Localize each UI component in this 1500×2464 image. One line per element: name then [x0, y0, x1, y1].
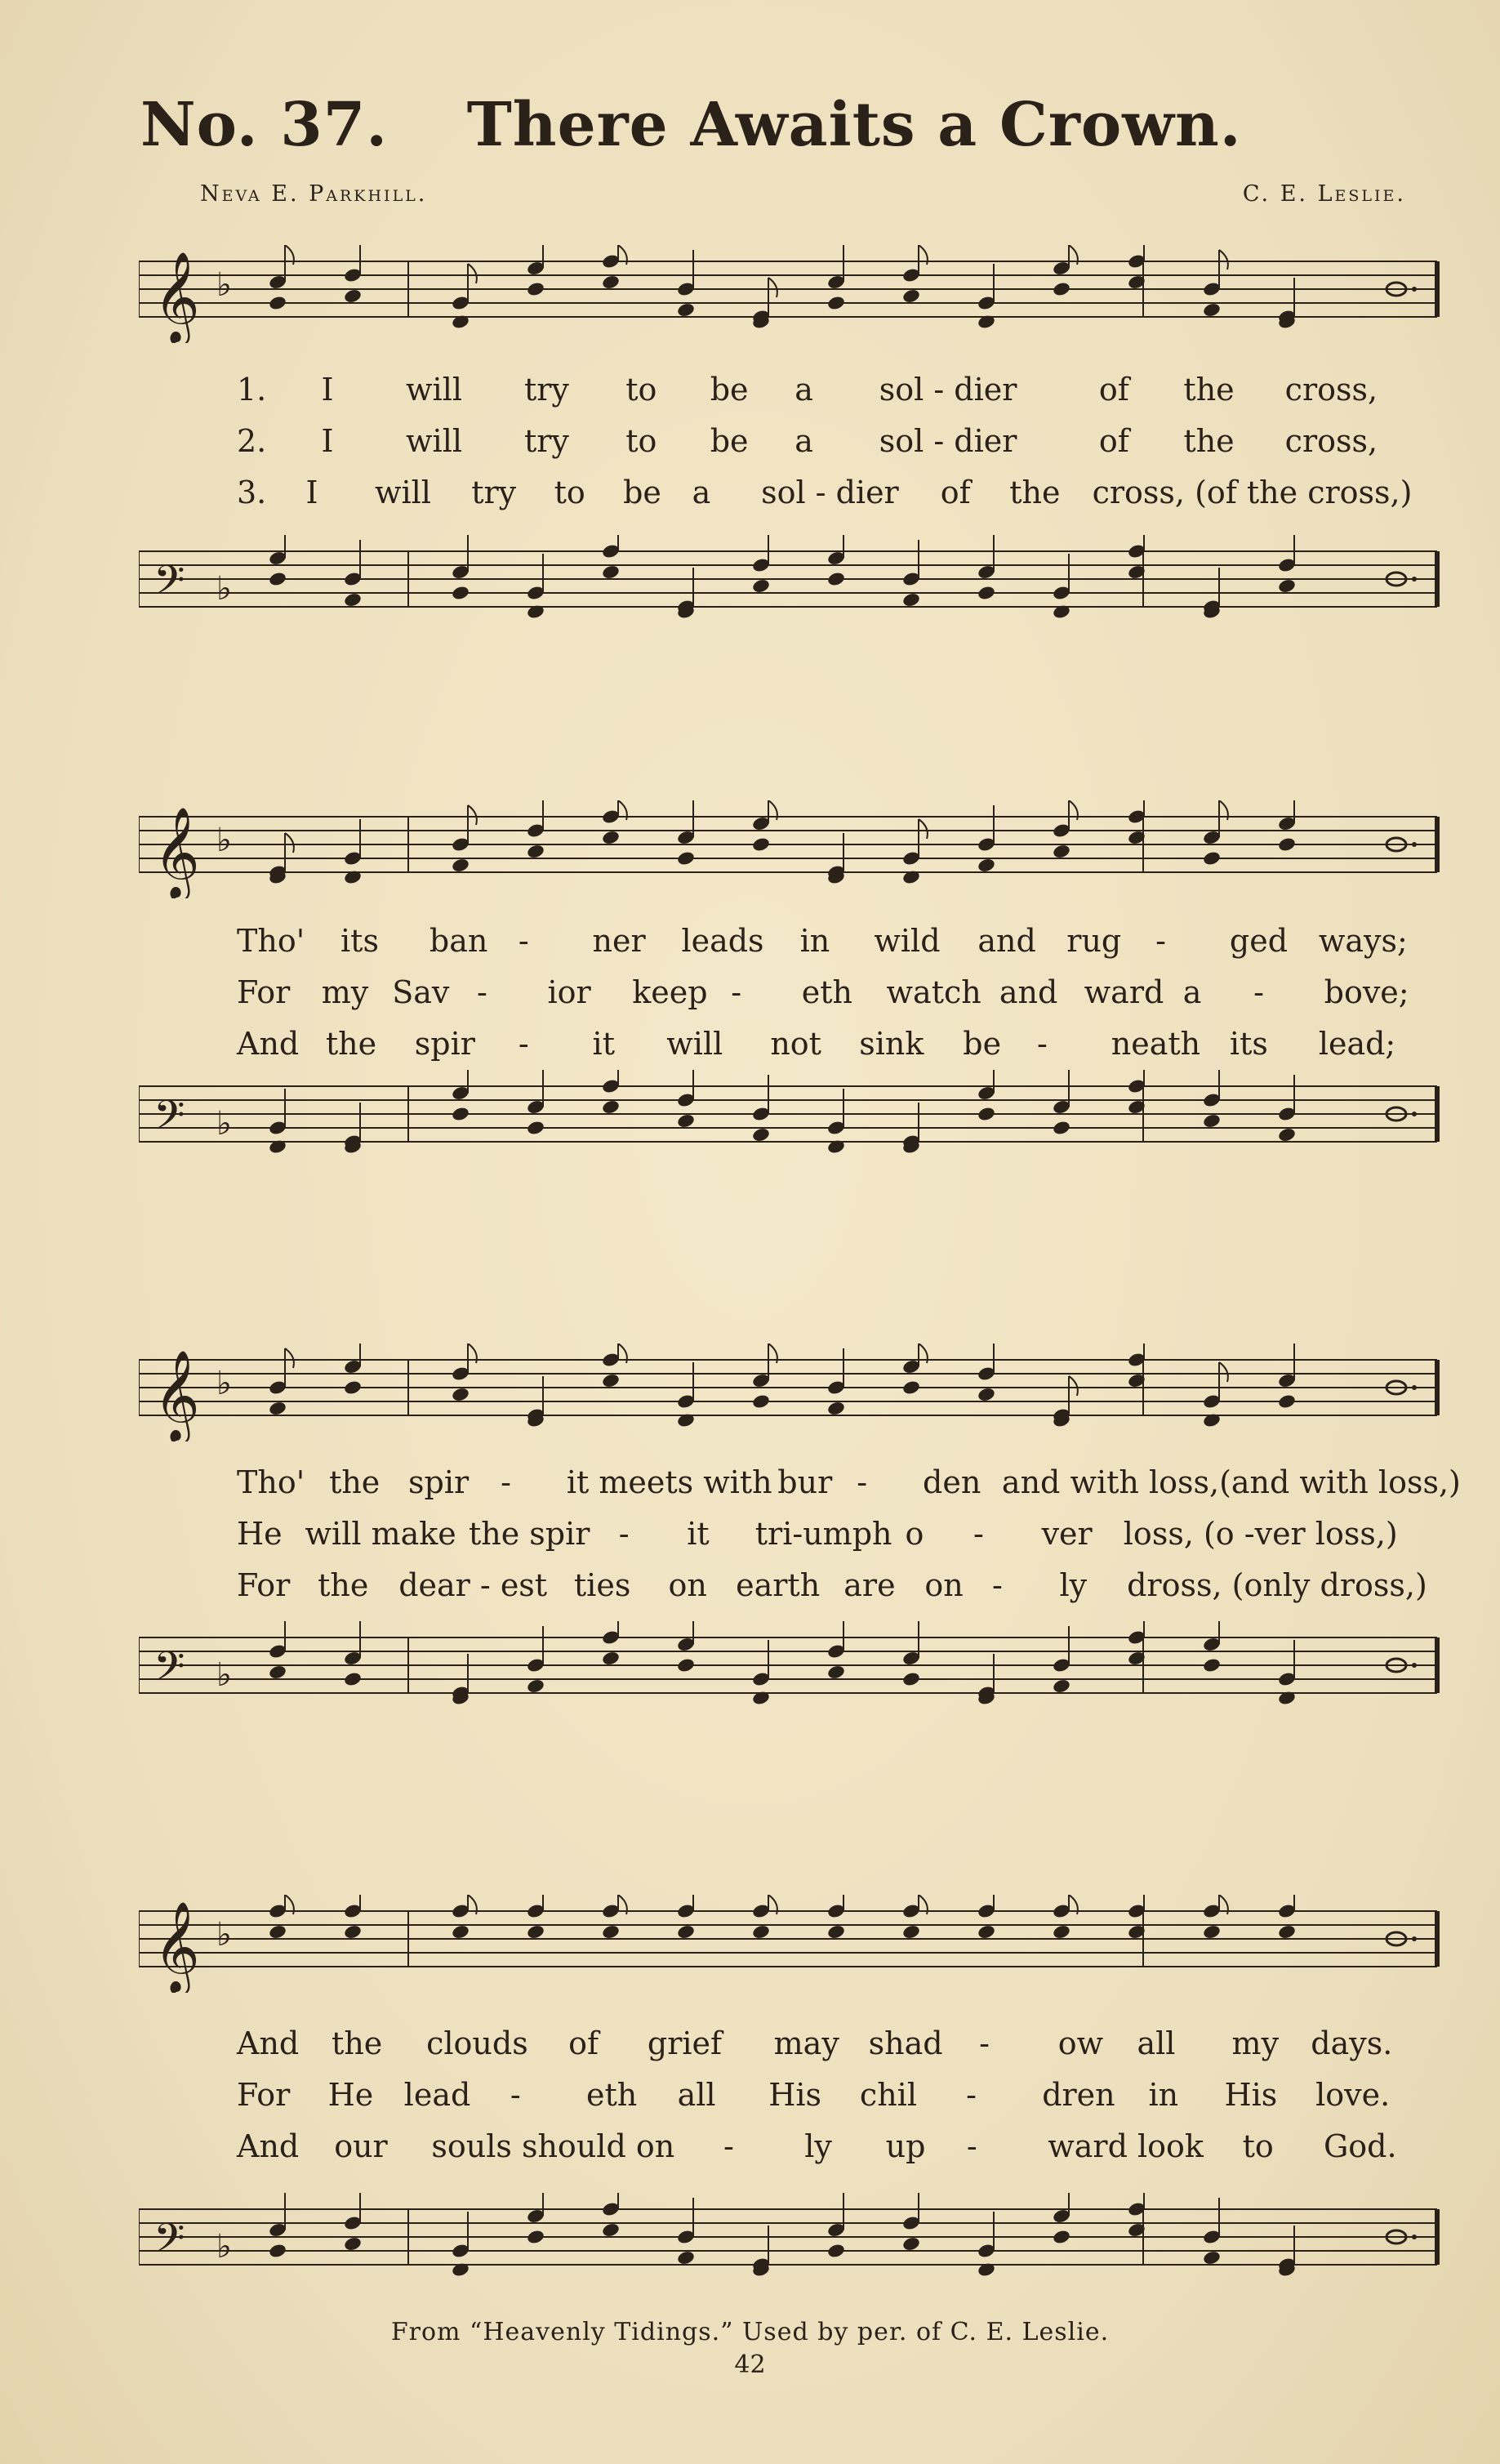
lyric-syllable: bove; — [1324, 974, 1409, 1010]
note-head — [343, 2236, 363, 2252]
flat-sign-icon: ♭ — [216, 822, 232, 859]
lyric-line — [139, 1464, 1461, 1505]
lyric-syllable: Tho' — [237, 923, 305, 959]
lyric-syllable: sol - dier — [879, 372, 1017, 408]
lyric-syllable: - — [723, 2128, 734, 2164]
lyric-syllable: and — [999, 974, 1058, 1010]
note-head — [751, 578, 771, 595]
lyric-line — [139, 2025, 1453, 2066]
note-head — [526, 1678, 545, 1695]
lyric-syllable: - — [979, 2025, 990, 2061]
lyric-syllable: will — [374, 475, 431, 510]
note-flag — [768, 278, 777, 297]
lyric-syllable: ner — [592, 923, 646, 959]
lyric-syllable: on — [668, 1567, 707, 1603]
music-system-1 — [139, 229, 1453, 670]
source-credit: From “Heavenly Tidings.” Used by per. of C. E. Leslie. — [390, 2318, 1110, 2346]
note-head — [1052, 2229, 1071, 2245]
lyric-syllable: the — [325, 1026, 377, 1062]
lyric-syllable: try — [523, 423, 569, 459]
note-head — [526, 1924, 545, 1940]
note-head — [451, 1387, 470, 1403]
note-head — [751, 1924, 771, 1940]
lyric-syllable: Sav — [392, 974, 450, 1010]
lyric-syllable: neath — [1111, 1026, 1201, 1062]
note-head — [751, 1127, 771, 1143]
note-head — [826, 1924, 846, 1940]
lyric-syllable: souls should on — [431, 2128, 675, 2164]
bass-clef-icon: 𝄢 — [154, 1092, 185, 1149]
bass-clef-icon: 𝄢 — [154, 557, 185, 614]
hymn-title: There Awaits a Crown. — [466, 90, 1242, 160]
note-head — [676, 850, 696, 867]
note-head — [526, 844, 545, 860]
flat-sign-icon: ♭ — [216, 1656, 232, 1694]
lyric-syllable: all — [1137, 2025, 1176, 2061]
note-head — [1277, 1127, 1297, 1143]
lyric-syllable: to — [625, 372, 657, 408]
dot — [1412, 1385, 1417, 1390]
note-head — [826, 571, 846, 587]
note-head — [601, 1924, 621, 1940]
hymn-number: No. 37. — [140, 90, 388, 160]
lyric-syllable: den — [923, 1464, 981, 1500]
lyric-line — [139, 1567, 1453, 1608]
lyric-line — [139, 2077, 1453, 2118]
treble-staff — [139, 245, 1453, 343]
note-head — [343, 288, 363, 305]
bass-staff — [139, 535, 1453, 633]
note-flag — [1219, 250, 1228, 270]
lyric-syllable: His — [768, 2077, 822, 2113]
lyric-syllable: ior — [547, 974, 591, 1010]
lyric-syllable: a — [1182, 974, 1202, 1010]
lyric-syllable: keep — [632, 974, 708, 1010]
lyric-syllable: to — [625, 423, 657, 459]
note-head — [826, 1664, 846, 1681]
lyric-syllable: ly — [804, 2128, 832, 2164]
lyric-syllable: - — [477, 974, 487, 1010]
dot — [1412, 1112, 1417, 1116]
flat-sign-icon: ♭ — [216, 1916, 232, 1954]
lyric-syllable: ward look — [1048, 2128, 1204, 2164]
note-head — [676, 302, 696, 319]
note-head — [268, 1924, 287, 1940]
lyric-syllable: will — [406, 372, 463, 408]
lyric-line — [139, 1516, 1453, 1557]
lyric-syllable: be — [710, 423, 749, 459]
lyric-syllable: For — [237, 1567, 291, 1603]
note-head — [977, 1387, 996, 1403]
note-head — [1277, 578, 1297, 595]
note-head — [826, 295, 846, 311]
lyric-syllable: our — [334, 2128, 388, 2164]
note-head — [1052, 844, 1071, 860]
lyric-syllable: to — [1242, 2128, 1274, 2164]
lyric-syllable: leads — [681, 923, 764, 959]
lyric-syllable: try — [523, 372, 569, 408]
lyric-syllable: dear - est — [398, 1567, 548, 1603]
lyric-syllable: all — [677, 2077, 716, 2113]
lyric-syllable: ly — [1059, 1567, 1088, 1603]
note-head — [268, 2243, 287, 2259]
lyric-syllable: will — [406, 423, 463, 459]
note-head — [826, 2243, 846, 2259]
dot — [1412, 577, 1417, 581]
note-head — [268, 1664, 287, 1681]
note-flag — [919, 819, 928, 839]
lyric-syllable: cross, — [1284, 372, 1378, 408]
composer-credit: C. E. Leslie. — [1242, 181, 1406, 207]
lyric-syllable: He — [327, 2077, 374, 2113]
lyric-syllable: cross, (of the cross,) — [1092, 475, 1413, 510]
lyric-syllable: I — [321, 423, 334, 459]
bass-staff — [139, 1070, 1453, 1168]
note-head — [1277, 1393, 1297, 1410]
note-head — [451, 858, 470, 874]
note-head — [751, 1393, 771, 1410]
note-head — [826, 1401, 846, 1417]
note-head — [1202, 1113, 1222, 1130]
lyric-syllable: God. — [1323, 2128, 1397, 2164]
lyric-syllable: - — [973, 1516, 984, 1552]
lyric-syllable: ward — [1084, 974, 1164, 1010]
lyric-syllable: cross, — [1284, 423, 1378, 459]
lyric-syllable: not — [770, 1026, 821, 1062]
lyric-syllable: - — [510, 2077, 521, 2113]
lyric-syllable: days. — [1311, 2025, 1393, 2061]
lyric-syllable: the — [1009, 475, 1061, 510]
note-head — [451, 1924, 470, 1940]
note-head — [901, 1924, 921, 1940]
lyric-syllable: - — [618, 1516, 630, 1552]
lyric-syllable: are — [843, 1567, 896, 1603]
note-head — [977, 1924, 996, 1940]
note-head — [343, 1924, 363, 1940]
lyric-syllable: loss, (o -ver loss,) — [1123, 1516, 1398, 1552]
lyric-syllable: the — [1183, 372, 1235, 408]
dot — [1412, 1936, 1417, 1941]
note-head — [1202, 1924, 1222, 1940]
treble-staff — [139, 800, 1453, 898]
lyric-syllable: ver — [1041, 1516, 1093, 1552]
lyric-syllable: ow — [1057, 2025, 1104, 2061]
lyric-syllable: grief — [647, 2025, 723, 2061]
note-head — [451, 585, 470, 601]
lyric-syllable: the — [318, 1567, 369, 1603]
flat-sign-icon: ♭ — [216, 570, 232, 608]
note-head — [676, 1924, 696, 1940]
lyric-syllable: - — [501, 1464, 511, 1500]
lyric-syllable: and — [977, 923, 1036, 959]
lyric-syllable: - — [1037, 1026, 1048, 1062]
lyric-syllable: I — [321, 372, 334, 408]
lyric-syllable: sol - dier — [761, 475, 899, 510]
lyric-syllable: spir — [408, 1464, 470, 1500]
lyric-syllable: of — [568, 2025, 599, 2061]
lyric-syllable: rug — [1066, 923, 1122, 959]
note-head — [901, 1379, 921, 1396]
flat-sign-icon: ♭ — [216, 2228, 232, 2266]
note-head — [1052, 1924, 1071, 1940]
lyric-syllable: will make — [305, 1516, 456, 1552]
flat-sign-icon: ♭ — [216, 266, 232, 304]
lyric-syllable: in — [1148, 2077, 1179, 2113]
lyric-syllable: chil — [859, 2077, 917, 2113]
lyric-syllable: - — [1253, 974, 1265, 1010]
music-system-4 — [139, 1878, 1453, 2303]
music-system-2 — [139, 784, 1453, 1209]
lyric-syllable: 1. — [237, 372, 267, 408]
lyric-syllable: a — [795, 423, 813, 459]
lyric-syllable: will — [666, 1026, 723, 1062]
note-head — [676, 1657, 696, 1673]
lyric-line — [139, 372, 1453, 412]
note-head — [751, 836, 771, 853]
note-flag — [468, 805, 477, 825]
note-head — [268, 1401, 287, 1417]
note-head — [451, 1106, 470, 1122]
lyric-syllable: be — [963, 1026, 1002, 1062]
treble-clef-icon: 𝄞 — [154, 1900, 200, 1992]
lyric-syllable: the — [1183, 423, 1235, 459]
note-head — [601, 830, 621, 846]
lyric-syllable: ties — [573, 1567, 631, 1603]
bass-clef-icon: 𝄢 — [154, 1643, 185, 1700]
note-head — [1277, 1924, 1297, 1940]
lyric-syllable: up — [885, 2128, 926, 2164]
lyric-syllable: lead; — [1318, 1026, 1396, 1062]
lyric-syllable: And — [237, 2128, 300, 2164]
treble-clef-icon: 𝄞 — [154, 251, 200, 342]
dot — [1412, 1663, 1417, 1668]
note-head — [601, 274, 621, 291]
treble-staff — [139, 1343, 1453, 1441]
lyric-syllable: Tho' — [237, 1464, 305, 1500]
lyric-syllable: it — [687, 1516, 710, 1552]
lyric-syllable: be — [710, 372, 749, 408]
lyric-line — [139, 1026, 1453, 1067]
note-head — [901, 1671, 921, 1687]
note-head — [343, 592, 363, 608]
lyric-syllable: dren — [1042, 2077, 1115, 2113]
note-flag — [285, 1348, 294, 1368]
lyric-syllable: 2. — [237, 423, 267, 459]
flat-sign-icon: ♭ — [216, 1365, 232, 1402]
lyric-syllable: it — [592, 1026, 615, 1062]
lyric-syllable: my — [321, 974, 369, 1010]
lyric-syllable: And — [237, 2025, 300, 2061]
note-flag — [468, 264, 477, 283]
lyric-syllable: I — [305, 475, 318, 510]
lyric-syllable: in — [799, 923, 830, 959]
lyric-syllable: on — [924, 1567, 964, 1603]
lyric-syllable: watch — [886, 974, 981, 1010]
note-head — [1202, 1657, 1222, 1673]
lyric-syllable: - — [966, 2128, 977, 2164]
note-head — [268, 295, 287, 311]
lyric-syllable: For — [237, 2077, 291, 2113]
lyric-syllable: spir — [414, 1026, 475, 1062]
lyric-syllable: be — [623, 475, 661, 510]
lyric-syllable: wild — [874, 923, 941, 959]
lyric-syllable: the — [329, 1464, 381, 1500]
lyricist-credit: Neva E. Parkhill. — [200, 181, 428, 207]
lyric-syllable: - — [518, 923, 529, 959]
page-number: 42 — [734, 2350, 766, 2379]
treble-clef-icon: 𝄞 — [154, 806, 200, 898]
lyric-syllable: dross, (only dross,) — [1127, 1567, 1427, 1603]
lyric-syllable: tri-umph — [754, 1516, 892, 1552]
lyric-syllable: - — [857, 1464, 868, 1500]
lyric-syllable: - — [518, 1026, 529, 1062]
treble-staff — [139, 1895, 1453, 1993]
note-head — [601, 564, 621, 581]
hymn-title-line — [140, 90, 1242, 160]
note-head — [1277, 836, 1297, 853]
bass-clef-icon: 𝄢 — [154, 2215, 185, 2272]
dot — [1412, 842, 1417, 847]
lyric-syllable: a — [795, 372, 813, 408]
lyric-syllable: - — [731, 974, 742, 1010]
lyric-syllable: try — [471, 475, 517, 510]
note-head — [1202, 850, 1222, 867]
lyric-syllable: a — [692, 475, 711, 510]
lyric-syllable: of — [1098, 372, 1129, 408]
lyric-syllable: His — [1224, 2077, 1278, 2113]
lyric-syllable: it meets with — [566, 1464, 772, 1500]
note-head — [526, 2229, 545, 2245]
lyric-line — [139, 2128, 1453, 2169]
note-head — [601, 1651, 621, 1667]
lyric-syllable: and with loss,(and with loss,) — [1001, 1464, 1461, 1500]
lyric-syllable: sol - dier — [879, 423, 1017, 459]
note-head — [901, 592, 921, 608]
note-flag — [1069, 1376, 1078, 1396]
dot — [1412, 287, 1417, 292]
note-head — [977, 585, 996, 601]
lyric-syllable: clouds — [426, 2025, 528, 2061]
note-head — [601, 1373, 621, 1389]
lyric-syllable: to — [554, 475, 585, 510]
note-head — [977, 1106, 996, 1122]
lyric-line — [139, 423, 1453, 464]
lyric-syllable: - — [991, 1567, 1003, 1603]
lyric-line — [139, 475, 1453, 515]
treble-clef-icon: 𝄞 — [154, 1349, 200, 1441]
lyric-syllable: eth — [801, 974, 852, 1010]
note-head — [1052, 281, 1071, 297]
lyric-syllable: shad — [868, 2025, 943, 2061]
note-head — [1202, 2250, 1222, 2266]
note-head — [1202, 302, 1222, 319]
lyric-syllable: the — [332, 2025, 383, 2061]
lyric-syllable: - — [966, 2077, 977, 2113]
bass-staff — [139, 2193, 1453, 2291]
bass-staff — [139, 1621, 1453, 1719]
note-head — [676, 1113, 696, 1130]
note-head — [268, 571, 287, 587]
lyric-syllable: ways; — [1318, 923, 1408, 959]
lyric-syllable: earth — [736, 1567, 821, 1603]
dot — [1412, 2235, 1417, 2239]
lyric-syllable: love. — [1315, 2077, 1391, 2113]
note-head — [1052, 1120, 1071, 1136]
lyric-syllable: its — [341, 923, 379, 959]
note-head — [601, 2222, 621, 2239]
note-head — [343, 1379, 363, 1396]
note-head — [977, 858, 996, 874]
lyric-syllable: of — [1098, 423, 1129, 459]
lyric-syllable: For — [237, 974, 291, 1010]
lyric-syllable: my — [1231, 2025, 1280, 2061]
note-head — [526, 1120, 545, 1136]
lyric-syllable: And — [237, 1026, 300, 1062]
music-system-3 — [139, 1327, 1461, 1752]
note-head — [901, 2236, 921, 2252]
lyric-syllable: - — [1155, 923, 1167, 959]
lyric-syllable: sink — [859, 1026, 924, 1062]
lyric-syllable: the spir — [468, 1516, 590, 1552]
lyric-syllable: bur — [777, 1464, 833, 1500]
lyric-syllable: may — [773, 2025, 839, 2061]
note-head — [526, 281, 545, 297]
note-head — [601, 1099, 621, 1116]
lyric-syllable: o — [905, 1516, 924, 1552]
note-head — [676, 2250, 696, 2266]
lyric-line — [139, 974, 1453, 1015]
lyric-syllable: its — [1229, 1026, 1268, 1062]
note-head — [901, 288, 921, 305]
note-flag — [285, 833, 294, 853]
lyric-syllable: lead — [403, 2077, 471, 2113]
lyric-syllable: ged — [1229, 923, 1289, 959]
lyric-line — [139, 923, 1453, 964]
flat-sign-icon: ♭ — [216, 1105, 232, 1143]
lyric-syllable: of — [940, 475, 971, 510]
lyric-syllable: ban — [429, 923, 488, 959]
note-flag — [1219, 1362, 1228, 1382]
note-head — [343, 1671, 363, 1687]
lyric-syllable: 3. — [237, 475, 267, 510]
lyric-syllable: eth — [585, 2077, 638, 2113]
note-head — [1052, 1678, 1071, 1695]
lyric-syllable: He — [237, 1516, 283, 1552]
